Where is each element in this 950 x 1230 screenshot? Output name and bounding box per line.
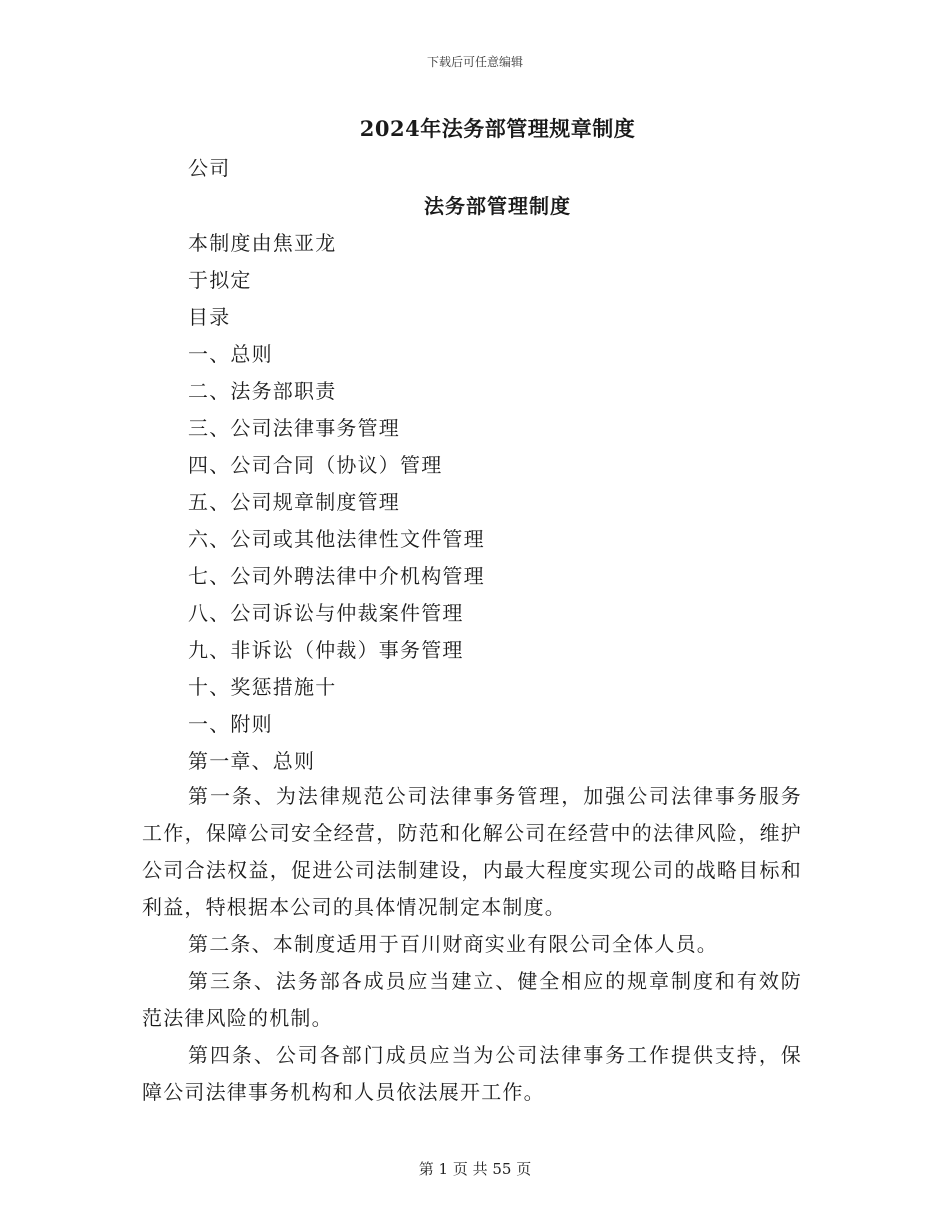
page-number-footer: 第 1 页 共 55 页 [418,1160,532,1178]
article-paragraph: 第四条、公司各部门成员应当为公司法律事务工作提供支持，保障公司法律事务机构和人员依法展开工作。 [142,1043,802,1104]
article-paragraph: 第三条、法务部各成员应当建立、健全相应的规章制度和有效防范法律风险的机制。 [142,969,802,1030]
toc-item: 九、非诉讼（仲裁）事务管理 [188,638,464,662]
toc-item: 六、公司或其他法律性文件管理 [188,527,485,551]
drafter-line-2: 于拟定 [188,268,252,292]
article-paragraph: 第一条、为法律规范公司法律事务管理，加强公司法律事务服务工作，保障公司安全经营，防范和化解公司在经营中的法律风险，维护公司合法权益，促进公司法制建设，内最大程度实现公司的战略目标和利益，特根据本公司的具体情况制定本制度。 [142,784,802,919]
toc-item: 一、附则 [188,712,273,736]
toc-item: 二、法务部职责 [188,379,337,403]
toc-item: 四、公司合同（协议）管理 [188,453,443,477]
toc-item: 八、公司诉讼与仲裁案件管理 [188,601,464,625]
chapter-heading: 第一章、总则 [188,749,316,773]
toc-item: 一、总则 [188,342,273,366]
article-paragraph: 第二条、本制度适用于百川财商实业有限公司全体人员。 [188,932,718,956]
drafter-line-1: 本制度由焦亚龙 [188,231,337,255]
header-note: 下载后可任意编辑 [426,55,523,69]
company-line: 公司 [188,156,231,180]
document-title: 2024年法务部管理规章制度 [359,116,636,141]
toc-item: 三、公司法律事务管理 [188,416,400,440]
document-subtitle: 法务部管理制度 [424,194,571,218]
toc-item: 十、奖惩措施十 [188,675,337,699]
toc-heading: 目录 [188,305,231,329]
toc-item: 五、公司规章制度管理 [188,490,400,514]
toc-item: 七、公司外聘法律中介机构管理 [188,564,485,588]
